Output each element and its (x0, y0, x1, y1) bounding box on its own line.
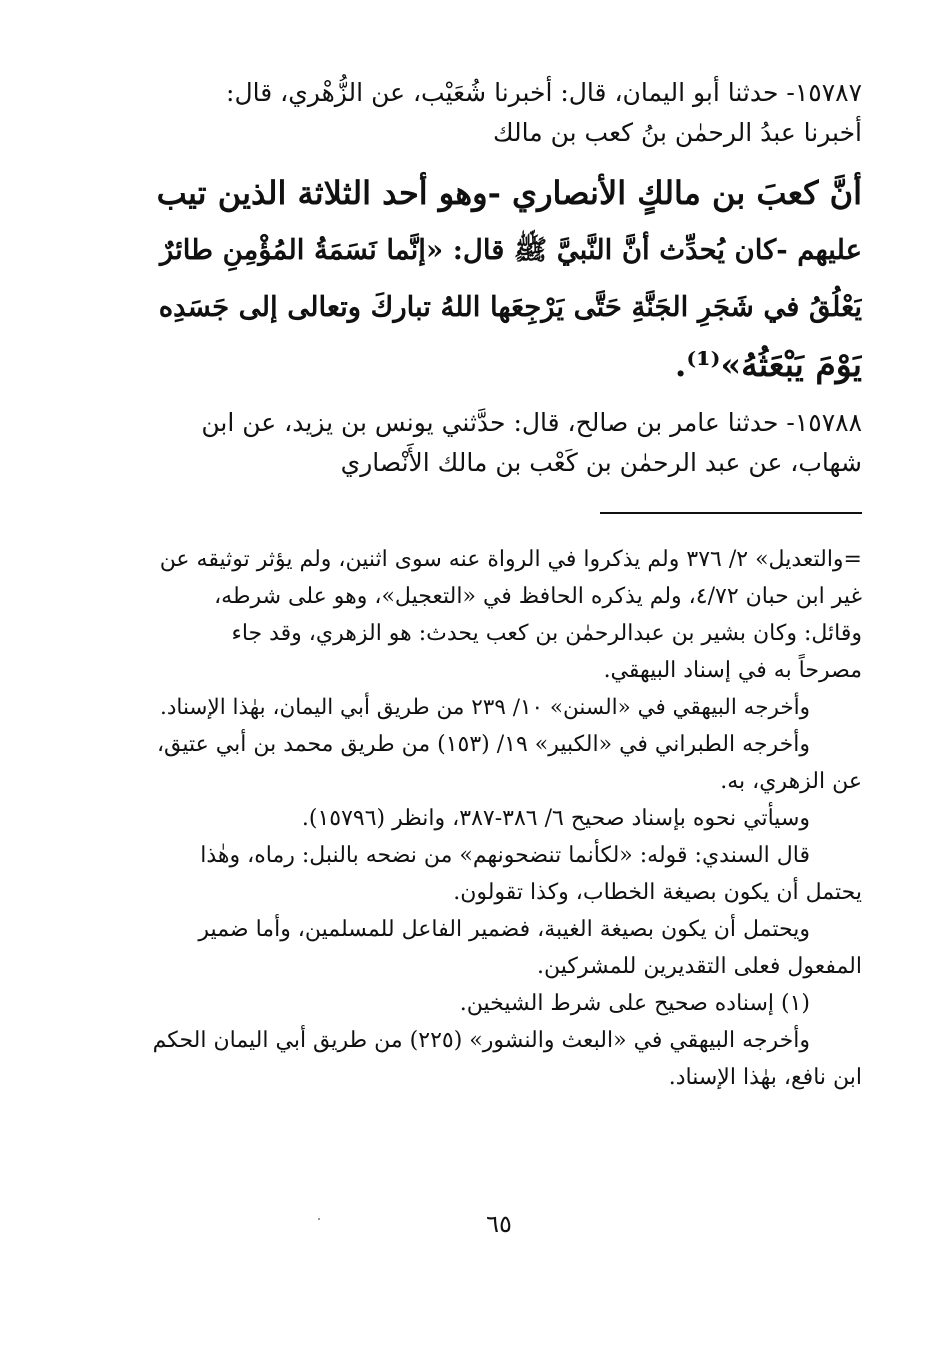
footnote-line: وسيأتي نحوه بإسناد صحيح ٦/ ٣٨٦-٣٨٧، وانظر (١٥٧٩٦). (301, 806, 810, 831)
footnote-line: وأخرجه البيهقي في «البعث والنشور» (٢٢٥) من طريق أبي اليمان الحكم (152, 1028, 810, 1053)
footnote-line: المفعول فعلى التقديرين للمشركين. (537, 954, 862, 979)
chain-line-2: أخبرنا عبدُ الرحمٰن بنُ كعب بن مالك (492, 118, 862, 147)
footnote-line: =والتعديل» ٢/ ٣٧٦ ولم يذكروا في الرواة عنه سوى اثنين، ولم يؤثر توثيقه عن (159, 547, 862, 572)
footnote-line: وقائل: وكان بشير بن عبدالرحمٰن بن كعب يحدث: هو الزهري، وقد جاء (231, 621, 862, 646)
footnote-line: ابن نافع، بهٰذا الإسناد. (668, 1065, 862, 1090)
hadith-entry-15787 (150, 73, 862, 153)
footnote-line: قال السندي: قوله: «لكأنما تنضحونهم» من نضحه بالنبل: رماه، وهٰذا (200, 843, 810, 868)
page-number: ٦٥ (486, 1210, 512, 1238)
footnote-line: ويحتمل أن يكون بصيغة الغيبة، فضمير الفاعل للمسلمين، وأما ضمير (198, 917, 810, 942)
footnote-line: غير ابن حبان ٤/٧٢، ولم يذكره الحافظ في «التعجيل»، وهو على شرطه، (214, 584, 862, 609)
footnote-line: يحتمل أن يكون بصيغة الخطاب، وكذا تقولون. (453, 880, 862, 905)
chain-line-1: ١٥٧٨٧- حدثنا أبو اليمان، قال: أخبرنا شُعَيْب، عن الزُّهْري، قال: (226, 78, 862, 107)
footnote-separator (600, 512, 862, 514)
hadith-line-3: يَعْلُقُ في شَجَرِ الجَنَّةِ حَتَّى يَرْجِعَها اللهُ تباركَ وتعالى إلى جَسَدِه (158, 291, 862, 323)
hadith-line-1: أنَّ كعبَ بن مالكٍ الأنصاري -وهو أحد الثلاثة الذين تيب (156, 174, 862, 212)
hadith-entry-15788 (150, 403, 862, 483)
footnote-line: وأخرجه الطبراني في «الكبير» ١٩/ (١٥٣) من طريق محمد بن أبي عتيق، (156, 732, 810, 757)
chain-line-1: ١٥٧٨٨- حدثنا عامر بن صالح، قال: حدَّثني يونس بن يزيد، عن ابن (201, 408, 862, 437)
footnote-line: مصرحاً به في إسناد البيهقي. (603, 658, 862, 683)
footnotes (150, 541, 862, 1096)
footnote-line: عن الزهري، به. (720, 769, 862, 794)
scan-speck (318, 1218, 320, 1220)
footnote-line: (١) إسناده صحيح على شرط الشيخين. (459, 991, 810, 1016)
hadith-text (150, 165, 862, 393)
chain-line-2: شهاب، عن عبد الرحمٰن بن كَعْب بن مالك الأَنْصاري (340, 448, 862, 477)
hadith-line-2: عليهم -كان يُحدِّث أنَّ النَّبيَّ ﷺ قال: «إنَّما نَسَمَةُ المُؤْمِنِ طائرٌ (159, 234, 862, 266)
hadith-line-4: يَوْمَ يَبْعَثُهُ»⁽¹⁾. (674, 345, 862, 384)
footnote-line: وأخرجه البيهقي في «السنن» ١٠/ ٢٣٩ من طريق أبي اليمان، بهٰذا الإسناد. (159, 695, 810, 720)
